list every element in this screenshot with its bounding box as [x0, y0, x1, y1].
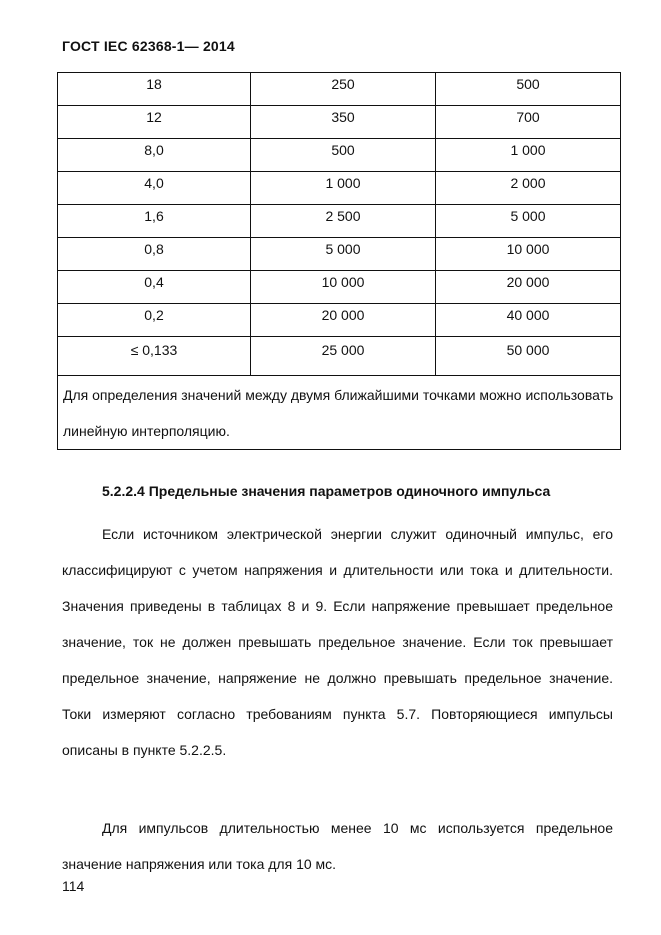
table-note: Для определения значений между двумя ближайшими точками можно использовать линейную интерполяцию.: [58, 376, 621, 450]
table-note-row: [58, 376, 621, 450]
table-cell: 0,2: [58, 304, 251, 337]
table-cell: 20 000: [436, 271, 621, 304]
table-cell: 2 500: [251, 205, 436, 238]
table-cell: 5 000: [436, 205, 621, 238]
table-cell: 500: [251, 139, 436, 172]
table-row: [58, 172, 621, 205]
page-number: 114: [62, 878, 85, 894]
section-heading: 5.2.2.4 Предельные значения параметров одиночного импульса: [102, 483, 551, 499]
table-cell: 18: [58, 73, 251, 106]
table-row: [58, 271, 621, 304]
table-cell: 12: [58, 106, 251, 139]
table-cell: 25 000: [251, 337, 436, 376]
table-cell: 1 000: [436, 139, 621, 172]
table-row: [58, 337, 621, 376]
table-cell: 40 000: [436, 304, 621, 337]
table-cell: 10 000: [251, 271, 436, 304]
table-row: [58, 73, 621, 106]
document-header: ГОСТ IEC 62368-1— 2014: [62, 38, 235, 54]
table-cell: 250: [251, 73, 436, 106]
table-row: [58, 238, 621, 271]
table-cell: 350: [251, 106, 436, 139]
table-cell: 1 000: [251, 172, 436, 205]
table-cell: 50 000: [436, 337, 621, 376]
table-cell: 20 000: [251, 304, 436, 337]
table-cell: ≤ 0,133: [58, 337, 251, 376]
table-cell: 5 000: [251, 238, 436, 271]
table-cell: 700: [436, 106, 621, 139]
table-row: [58, 304, 621, 337]
table-cell: 2 000: [436, 172, 621, 205]
table-row: [58, 139, 621, 172]
table-row: [58, 106, 621, 139]
table-cell: 8,0: [58, 139, 251, 172]
table-cell: 4,0: [58, 172, 251, 205]
table-cell: 500: [436, 73, 621, 106]
limits-table: [57, 72, 621, 450]
body-paragraph: Если источником электрической энергии служит одиночный импульс, его классифицируют с учетом напряжения и длительности или тока и длительности. Значения приведены в таблицах 8 и 9. Если напряжение превышает предельное значение, ток не должен превышать предельное значение. Если ток превышает предельное значение, напряжение не должно превышать предельное значение. Токи измеряют согласно требованиям пункта 5.7. Повторяющиеся импульсы описаны в пункте 5.2.2.5.: [62, 526, 613, 758]
table-cell: 10 000: [436, 238, 621, 271]
body-paragraph: Для импульсов длительностью менее 10 мс используется предельное значение напряжения или тока для 10 мс.: [62, 820, 613, 872]
table-row: [58, 205, 621, 238]
table-cell: 0,4: [58, 271, 251, 304]
table-cell: 1,6: [58, 205, 251, 238]
table-cell: 0,8: [58, 238, 251, 271]
